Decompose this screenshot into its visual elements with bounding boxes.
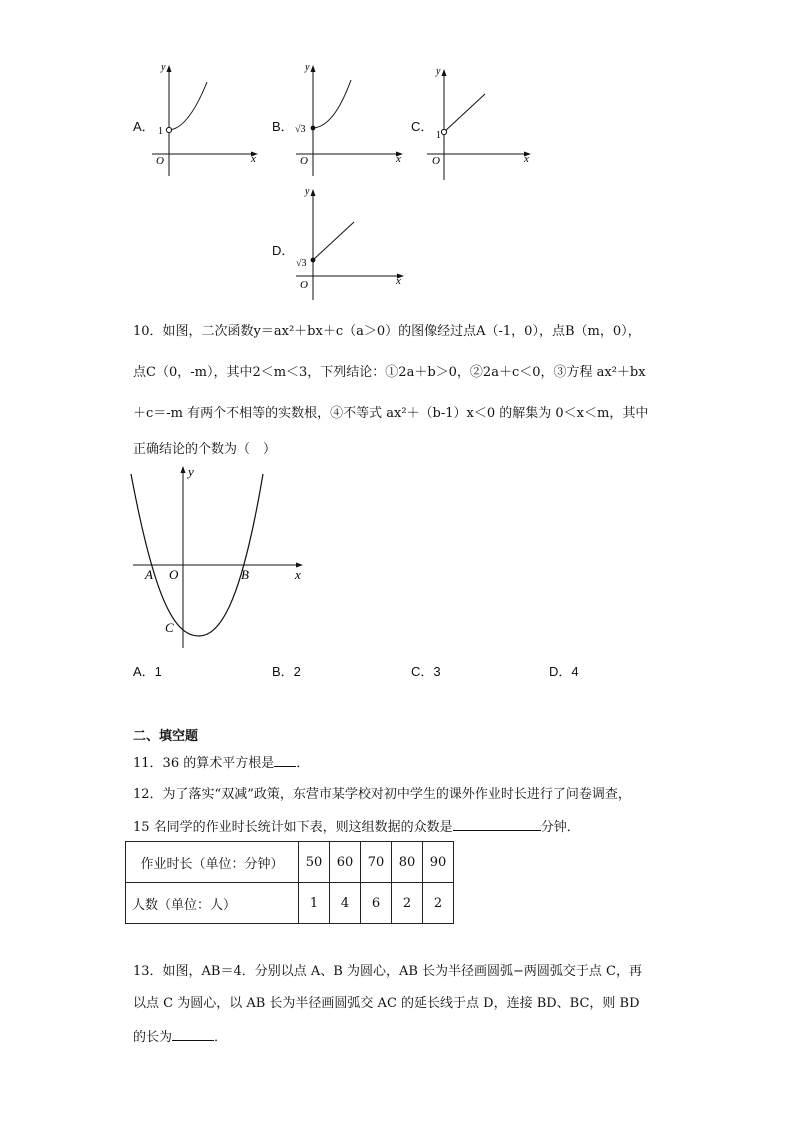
x-axis-label: x bbox=[251, 153, 256, 165]
table-cell: 60 bbox=[330, 842, 361, 883]
q12-unit: 分钟． bbox=[540, 820, 580, 835]
q13-line-3 bbox=[133, 1026, 227, 1048]
option-b-graph bbox=[293, 62, 408, 182]
table-row bbox=[126, 842, 454, 883]
q10-line-2: 点C（0，-m），其中2＜m＜3，下列结论：①2a＋b＞0，②2a＋c＜0，③方程 ax²＋bx bbox=[133, 365, 646, 380]
origin-label: O bbox=[156, 155, 164, 167]
table-cell: 80 bbox=[392, 842, 423, 883]
y-intercept-label: √3 bbox=[295, 124, 306, 135]
y-axis-label: y bbox=[436, 66, 441, 77]
q12-data-table bbox=[125, 841, 454, 924]
q11-answer-blank[interactable] bbox=[274, 752, 296, 767]
table-cell: 50 bbox=[299, 842, 330, 883]
point-c-label: C bbox=[165, 620, 174, 635]
table-cell: 2 bbox=[392, 883, 423, 924]
origin-label: O bbox=[300, 279, 308, 291]
q11-end: ． bbox=[296, 756, 310, 771]
q10-line-4: 正确结论的个数为（ ） bbox=[133, 442, 277, 457]
q13-end: ． bbox=[214, 1030, 228, 1045]
q10-line-1: 10．如图，二次函数y＝ax²＋bx＋c（a＞0）的图像经过点A（-1，0），点B（m，0）， bbox=[133, 324, 641, 339]
q13-line-2: 以点 C 为圆心，以 AB 长为半径画圆弧交 AC 的延长线于点 D，连接 BD、BC，则 BD bbox=[133, 996, 640, 1011]
origin-label: O bbox=[300, 155, 308, 167]
origin-label: O bbox=[432, 155, 440, 167]
q11-text: 11．36 的算术平方根是 bbox=[133, 756, 275, 771]
table-cell: 6 bbox=[361, 883, 392, 924]
option-d-graph bbox=[294, 184, 409, 304]
origin-label: O bbox=[169, 567, 179, 582]
option-a-graph bbox=[150, 62, 260, 182]
y-intercept-label: 1 bbox=[436, 130, 441, 141]
x-axis-label: x bbox=[396, 275, 401, 287]
q10-parabola-figure bbox=[125, 462, 305, 652]
point-b-label: B bbox=[241, 567, 249, 582]
table-cell: 2 bbox=[423, 883, 454, 924]
q13-answer-blank[interactable] bbox=[172, 1026, 214, 1041]
q13-text: 的长为 bbox=[133, 1030, 173, 1045]
table-cell: 4 bbox=[330, 883, 361, 924]
q10-choice-d: D．4 bbox=[549, 664, 579, 679]
y-intercept-label: √3 bbox=[296, 258, 307, 269]
option-c-label: C． bbox=[411, 119, 434, 134]
q10-choice-c: C．3 bbox=[411, 664, 441, 679]
x-axis-label: x bbox=[396, 153, 401, 165]
option-d-label: D． bbox=[272, 243, 295, 258]
table-cell: 70 bbox=[361, 842, 392, 883]
y-axis-label: y bbox=[305, 62, 310, 73]
table-cell: 人数（单位：人） bbox=[126, 883, 299, 924]
q11 bbox=[133, 752, 309, 774]
q12-text: 15 名同学的作业时长统计如下表，则这组数据的众数是 bbox=[133, 820, 453, 835]
y-axis-label: y bbox=[188, 464, 194, 479]
x-axis-label: x bbox=[524, 153, 529, 165]
q12-line-2 bbox=[133, 816, 580, 838]
q13-line-1: 13．如图，AB＝4．分别以点 A、B 为圆心，AB 长为半径画圆弧−两圆弧交于点 C，再 bbox=[133, 964, 643, 979]
section-title: 二、填空题 bbox=[133, 729, 199, 744]
point-a-label: A bbox=[145, 567, 153, 582]
q10-choice-b: B．2 bbox=[272, 664, 301, 679]
table-cell: 90 bbox=[423, 842, 454, 883]
table-cell: 1 bbox=[299, 883, 330, 924]
q10-line-3: ＋c＝-m 有两个不相等的实数根，④不等式 ax²＋（b-1）x＜0 的解集为 0＜x＜m，其中 bbox=[133, 406, 649, 421]
q12-answer-blank[interactable] bbox=[453, 816, 541, 831]
option-a-label: A． bbox=[133, 119, 155, 134]
y-axis-label: y bbox=[305, 186, 310, 197]
option-c-graph bbox=[425, 66, 540, 186]
option-b-label: B． bbox=[272, 119, 294, 134]
table-cell: 作业时长（单位：分钟） bbox=[126, 842, 299, 883]
x-axis-label: x bbox=[295, 567, 301, 582]
table-row bbox=[126, 883, 454, 924]
y-intercept-label: 1 bbox=[158, 126, 163, 137]
y-axis-label: y bbox=[161, 62, 166, 73]
q10-choice-a: A．1 bbox=[133, 664, 162, 679]
q12-line-1: 12．为了落实“双减”政策，东营市某学校对初中学生的课外作业时长进行了问卷调查， bbox=[133, 787, 631, 802]
